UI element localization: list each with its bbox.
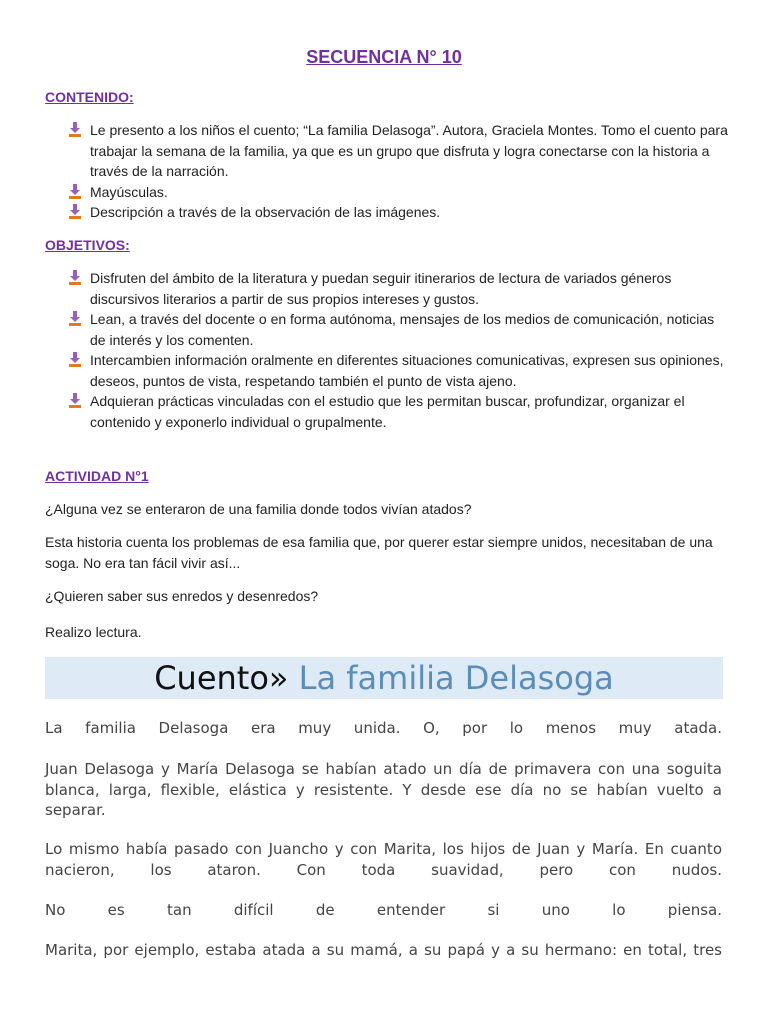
story-title-banner [45, 657, 723, 699]
contenido-list [68, 120, 728, 223]
story-paragraph: Marita, por ejemplo, estaba atada a su mamá, a su papá y a su hermano: en total, tres [45, 941, 722, 959]
list-item: Le presento a los niños el cuento; “La familia Delasoga”. Autora, Graciela Montes. Tomo el cuento para trabajar la semana de la familia, ya que es un grupo que disfruta y logra conectarse con la historia a través de la narración. [68, 120, 728, 182]
story-paragraph: La familia Delasoga era muy unida. O, por lo menos muy atada. [45, 719, 722, 737]
arrow-bullet-icon [68, 204, 82, 220]
actividad-reading-note: Realizo lectura. [45, 624, 142, 640]
arrow-bullet-icon [68, 184, 82, 200]
arrow-bullet-icon [68, 393, 82, 409]
objetivos-list [68, 268, 728, 432]
actividad-question-2: ¿Quieren saber sus enredos y desenredos? [45, 588, 319, 604]
objetivos-heading: OBJETIVOS: [45, 237, 130, 253]
page-title: SECUENCIA N° 10 [306, 47, 462, 67]
list-item: Descripción a través de la observación de las imágenes. [68, 202, 728, 223]
list-item: Lean, a través del docente o en forma autónoma, mensajes de los medios de comunicación, noticias de interés y los comenten. [68, 309, 728, 350]
list-item: Disfruten del ámbito de la literatura y puedan seguir itinerarios de lectura de variados géneros discursivos literarios a partir de sus propios intereses y gustos. [68, 268, 728, 309]
story-banner-name: La familia Delasoga [298, 659, 614, 697]
arrow-bullet-icon [68, 311, 82, 327]
actividad-intro: Esta historia cuenta los problemas de esa familia que, por querer estar siempre unidos, necesitaban de una soga. No era tan fácil vivir así... [45, 534, 713, 571]
arrow-bullet-icon [68, 270, 82, 286]
list-item: Intercambien información oralmente en diferentes situaciones comunicativas, expresen sus opiniones, deseos, puntos de vista, respetando también el punto de vista ajeno. [68, 350, 728, 391]
actividad-heading: ACTIVIDAD N°1 [45, 468, 149, 484]
story-banner-lead: Cuento» [154, 659, 289, 697]
list-item: Adquieran prácticas vinculadas con el estudio que les permitan buscar, profundizar, organizar el contenido y exponerlo individual o grupalmente. [68, 391, 728, 432]
list-item: Mayúsculas. [68, 182, 728, 203]
contenido-heading: CONTENIDO: [45, 89, 134, 105]
arrow-bullet-icon [68, 352, 82, 368]
actividad-question: ¿Alguna vez se enteraron de una familia donde todos vivían atados? [45, 501, 472, 517]
story-paragraph: Juan Delasoga y María Delasoga se habían atado un día de primavera con una soguita blanca, larga, flexible, elástica y resistente. Y desde ese día no se habían vuelto a separar. [45, 760, 722, 819]
story-paragraph: Lo mismo había pasado con Juancho y con Marita, los hijos de Juan y María. En cuanto nacieron, los ataron. Con toda suavidad, pero con nudos. [45, 840, 722, 879]
story-paragraph: No es tan difícil de entender si uno lo piensa. [45, 901, 722, 919]
arrow-bullet-icon [68, 122, 82, 138]
